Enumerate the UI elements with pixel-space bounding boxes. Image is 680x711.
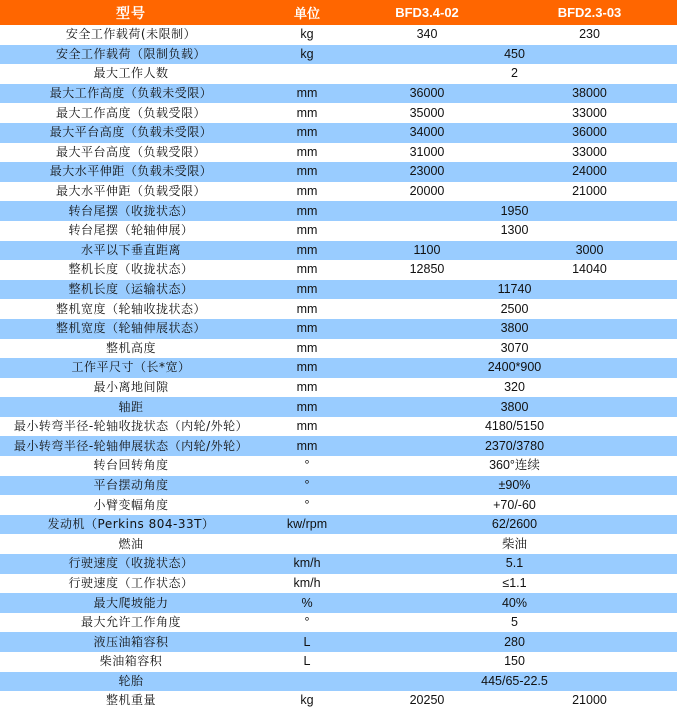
spec-value-shared: 1950 [352,201,677,221]
spec-value-model-2: 36000 [502,123,677,143]
spec-unit: kg [262,691,352,711]
table-row [0,280,677,300]
spec-label: 轴距 [0,397,262,417]
spec-label: 最大工作高度（负载未受限） [0,84,262,104]
spec-value-shared: 40% [352,593,677,613]
spec-label: 整机重量 [0,691,262,711]
table-row [0,613,677,633]
spec-unit: mm [262,299,352,319]
spec-unit: mm [262,378,352,398]
spec-label: 最大水平伸距（负载未受限） [0,162,262,182]
spec-label: 轮胎 [0,672,262,692]
spec-label: 最小转弯半径-轮轴伸展状态（内轮/外轮） [0,436,262,456]
table-row [0,45,677,65]
table-row [0,260,677,280]
spec-label: 整机长度（运输状态） [0,280,262,300]
spec-label: 行驶速度（工作状态） [0,574,262,594]
spec-unit: L [262,632,352,652]
spec-value-shared: 360°连续 [352,456,677,476]
spec-unit: mm [262,103,352,123]
spec-value-model-1: 31000 [352,143,502,163]
spec-value-model-1: 20250 [352,691,502,711]
spec-value-shared: 280 [352,632,677,652]
spec-value-shared: 2500 [352,299,677,319]
spec-value-model-2: 21000 [502,691,677,711]
spec-value-model-1: 34000 [352,123,502,143]
spec-label: 工作平尺寸（长*宽） [0,358,262,378]
spec-value-model-2: 230 [502,25,677,45]
spec-unit: % [262,593,352,613]
table-row [0,299,677,319]
table-row [0,456,677,476]
spec-unit: mm [262,280,352,300]
table-row [0,476,677,496]
spec-unit: mm [262,143,352,163]
spec-label: 最大平台高度（负载未受限） [0,123,262,143]
spec-value-shared: 4180/5150 [352,417,677,437]
table-row [0,672,677,692]
table-row [0,162,677,182]
spec-label: 安全工作载荷（限制负载） [0,45,262,65]
spec-label: 最大工作高度（负载受限） [0,103,262,123]
spec-value-model-2: 33000 [502,143,677,163]
table-row [0,534,677,554]
spec-value-shared: 3800 [352,397,677,417]
spec-unit [262,64,352,84]
spec-value-shared: 2370/3780 [352,436,677,456]
table-row [0,84,677,104]
spec-unit: ° [262,495,352,515]
table-row [0,201,677,221]
spec-unit: mm [262,319,352,339]
spec-value-shared: 450 [352,45,677,65]
spec-label: 小臂变幅角度 [0,495,262,515]
table-row [0,25,677,45]
table-row [0,436,677,456]
spec-value-model-2: 21000 [502,182,677,202]
table-row [0,632,677,652]
spec-label: 最大工作人数 [0,64,262,84]
table-row [0,241,677,261]
spec-label: 转台尾摆（收拢状态） [0,201,262,221]
spec-value-model-1: 1100 [352,241,502,261]
spec-unit: kw/rpm [262,515,352,535]
spec-value-shared: 150 [352,652,677,672]
spec-unit: mm [262,417,352,437]
table-row [0,123,677,143]
spec-unit: km/h [262,554,352,574]
spec-unit: mm [262,182,352,202]
spec-value-shared: 2400*900 [352,358,677,378]
spec-value-shared: 62/2600 [352,515,677,535]
spec-unit: mm [262,123,352,143]
spec-label: 整机长度（收拢状态） [0,260,262,280]
spec-label: 平台摆动角度 [0,476,262,496]
spec-value-model-1: 23000 [352,162,502,182]
table-row [0,358,677,378]
spec-value-shared: 1300 [352,221,677,241]
spec-label: 行驶速度（收拢状态） [0,554,262,574]
spec-value-model-2: 38000 [502,84,677,104]
header-row [0,0,677,25]
spec-value-shared: 3070 [352,339,677,359]
spec-body [0,25,677,711]
spec-value-shared: 2 [352,64,677,84]
table-row [0,221,677,241]
spec-value-shared: 5 [352,613,677,633]
spec-unit: mm [262,201,352,221]
spec-unit: mm [262,436,352,456]
table-row [0,515,677,535]
spec-value-model-2: 33000 [502,103,677,123]
spec-value-shared: ±90% [352,476,677,496]
spec-label: 燃油 [0,534,262,554]
spec-value-shared: 320 [352,378,677,398]
spec-value-shared: +70/-60 [352,495,677,515]
header-unit: 单位 [262,0,352,25]
spec-value-model-2: 24000 [502,162,677,182]
spec-label: 安全工作载荷(未限制） [0,25,262,45]
table-row [0,143,677,163]
spec-label: 最大水平伸距（负载受限） [0,182,262,202]
table-row [0,319,677,339]
spec-value-model-1: 12850 [352,260,502,280]
header-model-label: 型号 [0,0,262,25]
spec-unit: km/h [262,574,352,594]
spec-value-model-1: 36000 [352,84,502,104]
table-row [0,397,677,417]
spec-label: 整机宽度（轮轴收拢状态） [0,299,262,319]
table-row [0,593,677,613]
spec-label: 柴油箱容积 [0,652,262,672]
spec-unit: L [262,652,352,672]
spec-label: 液压油箱容积 [0,632,262,652]
spec-label: 水平以下垂直距离 [0,241,262,261]
spec-unit: mm [262,339,352,359]
spec-unit: kg [262,45,352,65]
table-row [0,182,677,202]
header-model-1: BFD3.4-02 [352,0,502,25]
spec-unit: kg [262,25,352,45]
spec-label: 最小转弯半径-轮轴收拢状态（内轮/外轮） [0,417,262,437]
table-row [0,64,677,84]
spec-unit [262,672,352,692]
spec-value-shared: 柴油 [352,534,677,554]
spec-unit: mm [262,358,352,378]
spec-value-shared: 445/65-22.5 [352,672,677,692]
spec-value-model-2: 14040 [502,260,677,280]
spec-unit: mm [262,260,352,280]
spec-value-shared: 11740 [352,280,677,300]
spec-unit: mm [262,241,352,261]
spec-label: 转台尾摆（轮轴伸展） [0,221,262,241]
table-row [0,554,677,574]
spec-label: 发动机（Perkins 804-33T） [0,515,262,535]
spec-value-model-2: 3000 [502,241,677,261]
table-row [0,339,677,359]
spec-label: 最大平台高度（负载受限） [0,143,262,163]
table-row [0,574,677,594]
spec-unit: ° [262,476,352,496]
spec-label: 转台回转角度 [0,456,262,476]
spec-label: 整机宽度（轮轴伸展状态） [0,319,262,339]
table-row [0,378,677,398]
spec-value-model-1: 20000 [352,182,502,202]
spec-unit: ° [262,456,352,476]
spec-unit: mm [262,221,352,241]
table-row [0,417,677,437]
spec-unit: mm [262,84,352,104]
spec-value-shared: 5.1 [352,554,677,574]
spec-unit [262,534,352,554]
spec-unit: mm [262,162,352,182]
spec-label: 整机高度 [0,339,262,359]
table-row [0,691,677,711]
spec-unit: mm [262,397,352,417]
spec-value-model-1: 340 [352,25,502,45]
spec-value-shared: ≤1.1 [352,574,677,594]
table-row [0,652,677,672]
spec-value-shared: 3800 [352,319,677,339]
table-row [0,103,677,123]
spec-label: 最大爬坡能力 [0,593,262,613]
spec-unit: ° [262,613,352,633]
spec-label: 最小离地间隙 [0,378,262,398]
spec-value-model-1: 35000 [352,103,502,123]
table-row [0,495,677,515]
header-model-2: BFD2.3-03 [502,0,677,25]
spec-label: 最大允许工作角度 [0,613,262,633]
